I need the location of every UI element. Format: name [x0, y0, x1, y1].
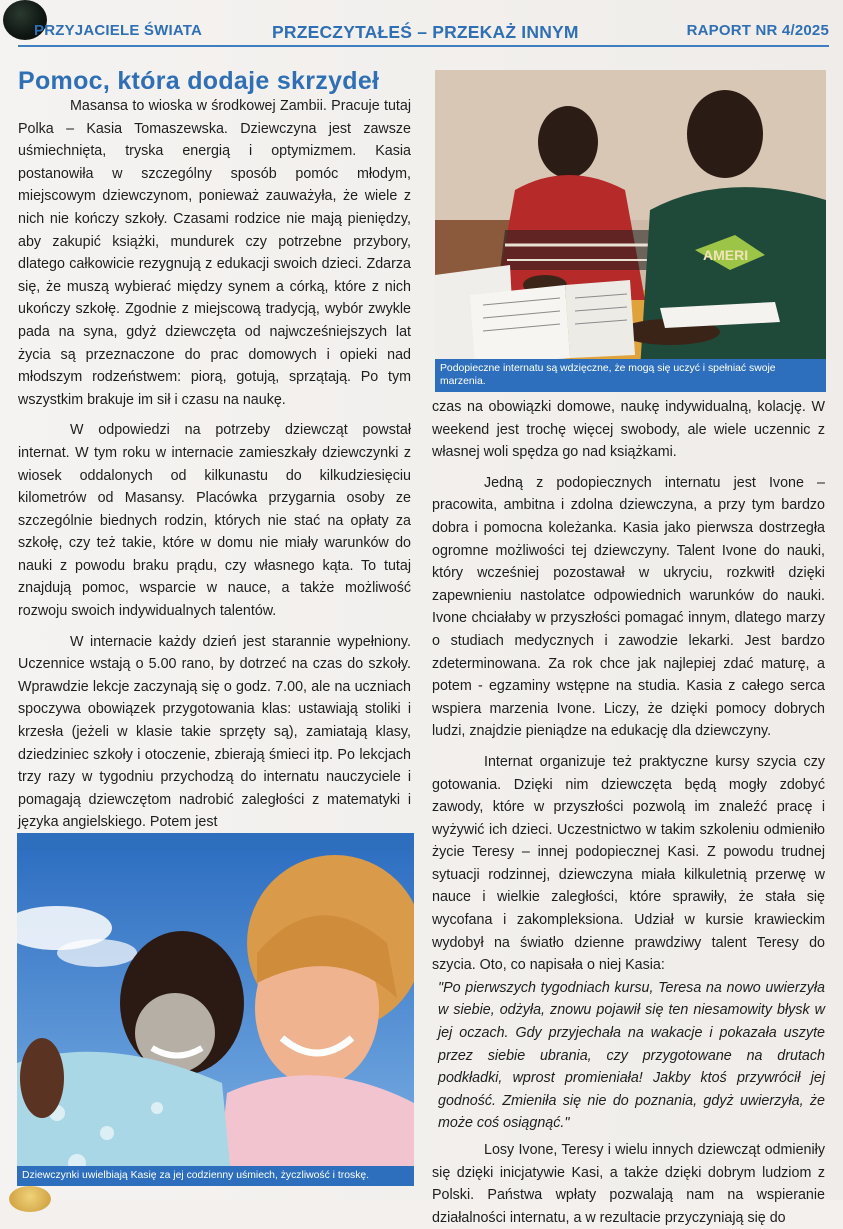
photo-kasia-with-girl-image — [17, 833, 414, 1186]
paragraph-daily-routine: W internacie każdy dzień jest starannie wypełniony. Uczennice wstają o 5.00 rano, by dotrzeć na czas do szkoły. Wprawdzie lekcje zaczynają się o godz. 7.00, ale na uczniach spoczywa obowiązek przygotowania klas: ustawiają stoliki i krzesła (jeżeli w klasie takie sprzęty są), zamiatają klasy, dziedziniec szkoły i otoczenie, zbierają śmieci itp. Po lekcjach trzy razy w tygodniu przychodzą do internatu nauczyciele i pomagają dziewczętom nadrobić zaległości z matematyki i języka angielskiego. Potem jest — [18, 633, 411, 831]
photo-bottom-caption: Dziewczynki uwielbiają Kasię za jej codzienny uśmiech, życzliwość i troskę. — [17, 1166, 414, 1186]
quote-kasia: "Po pierwszych tygodniach kursu, Teresa na nowo uwierzyła w siebie, odżyła, znowu pojawił się ten niesamowity błysk w jej oczach. Gdy przyjechała na wakacje i pokazała uszyte przez siebie ubrania, czy przygotowane na drutach podkładki, wprost promieniała! Jakby ktoś przywrócił jej godność. Zmieniła się nie do poznania, gdyż uwierzyła, że może coś osiągnąć." — [438, 979, 825, 1132]
header-publication: PRZYJACIELE ŚWIATA — [34, 22, 203, 39]
pushpin-bottom-icon — [9, 1186, 51, 1212]
shirt-print-text: AMERI — [703, 247, 749, 263]
page-header — [0, 0, 843, 48]
article-title: Pomoc, która dodaje skrzydeł — [18, 67, 380, 95]
paragraph-continuation: czas na obowiązki domowe, naukę indywidualną, kolację. W weekend jest trochę więcej swobody, ale wiele uczennic z własnej woli spędza go nad książkami. — [432, 399, 825, 461]
photo-girls-studying — [435, 70, 826, 392]
right-column — [432, 396, 825, 1229]
header-rule — [18, 45, 829, 47]
paragraph-ivone: Jedną z podopiecznych internatu jest Ivone – pracowita, ambitna i zdolna dziewczyna, a przy tym bardzo dobra i pomocna koleżanka. Kasia jako pierwsza dostrzegła ogromne możliwości tej dziewczyny. Talent Ivone do nauki, który wcześniej pozostawał w ukryciu, rozkwitł dzięki zapewnieniu nastolatce odpowiednich warunków do nauki. Ivone chciałaby w przyszłości pomagać innym, dlatego marzy o studiach medycznych i zawodzie lekarki. Jest bardzo zdeterminowana. Za rok chce jak najlepiej zdać maturę, a potem - egzaminy wstępne na studia. Kasia z całego serca wspiera marzenia Ivone. Liczy, że dzięki pomocy dobrych ludzi, znajdzie pieniądze na edukację dla dziewczyny. — [432, 474, 825, 740]
paragraph-closing: Losy Ivone, Teresy i wielu innych dziewcząt odmieniły się dzięki inicjatywie Kasi, a także dzięki dobrym ludziom z Polski. Państwa wpłaty pozwalają nam na wspieranie działalności internatu, a w rezultacie przyczyniają się do — [432, 1142, 825, 1226]
paragraph-teresa: Internat organizuje też praktyczne kursy szycia czy gotowania. Dzięki nim dziewczęta będą mogły zdobyć zawody, które w przyszłości pozwolą im znaleźć pracę i wyżywić ich dzieci. Uczestnictwo w takim szkoleniu odmieniło życie Teresy – innej podopiecznej Kasi. Z powodu trudnej sytuacji rodzinnej, dziewczyna miała kilkuletnią przerwę w nauce i wielkie zaległości, które sprawiły, że stała się wycofana i zakompleksiona. Udział w kursie krawieckim wydobył na światło dzienne prawdziwy talent Teresy do szycia. Oto, co napisała o niej Kasia: — [432, 753, 825, 974]
paragraph-intro: Masansa to wioska w środkowej Zambii. Pracuje tutaj Polka – Kasia Tomaszewska. Dziewczyna jest zawsze uśmiechnięta, tryska energią i optymizmem. Kasia postanowiła w szczególny sposób pomóc młodym, miejscowym dziewczynom, ponieważ zauważyła, że wiele z nich nie kończy szkoły. Czasami rodzice nie mają pieniędzy, aby zakupić książki, mundurek czy potrzebne przybory, dlatego całkowicie rezygnują z edukacji swoich dzieci. Zdarza się, że muszą wybierać między synem a córką, które z nich ukończy szkołę. Zgodnie z miejscową tradycją, wybór zwykle pada na syna, gdyż dziewczęta od najwcześniejszych lat życia są przeznaczone do prac domowych i opieki nad młodszym rodzeństwem: piorą, gotują, sprzątają. Po tym wszystkim brakuje im sił i czasu na naukę. — [18, 98, 411, 408]
header-issue: RAPORT NR 4/2025 — [686, 22, 829, 39]
left-column — [18, 95, 411, 834]
paragraph-dormitory: W odpowiedzi na potrzeby dziewcząt powstał internat. W tym roku w internacie zamieszkały dziewczynki z wiosek oddalonych od kilkunastu do kilkudziesięciu kilometrów od Masansy. Placówka przygarnia osoby ze szczególnie biednych rodzin, których nie stać na opłaty za szkołę, czy też takie, które w domu nie miały warunków do nauki z powodu braku prądu, czy własnego kąta. To tutaj znajdują pomoc, wsparcie w nauce, a także możliwość rozwoju swoich indywidualnych talentów. — [18, 422, 411, 620]
photo-girls-studying-image — [435, 70, 826, 392]
header-section: PRZECZYTAŁEŚ – PRZEKAŻ INNYM — [272, 22, 579, 42]
photo-top-caption: Podopieczne internatu są wdzięczne, że mogą się uczyć i spełniać swoje marzenia. — [435, 359, 826, 392]
photo-kasia-with-girl — [17, 833, 414, 1186]
